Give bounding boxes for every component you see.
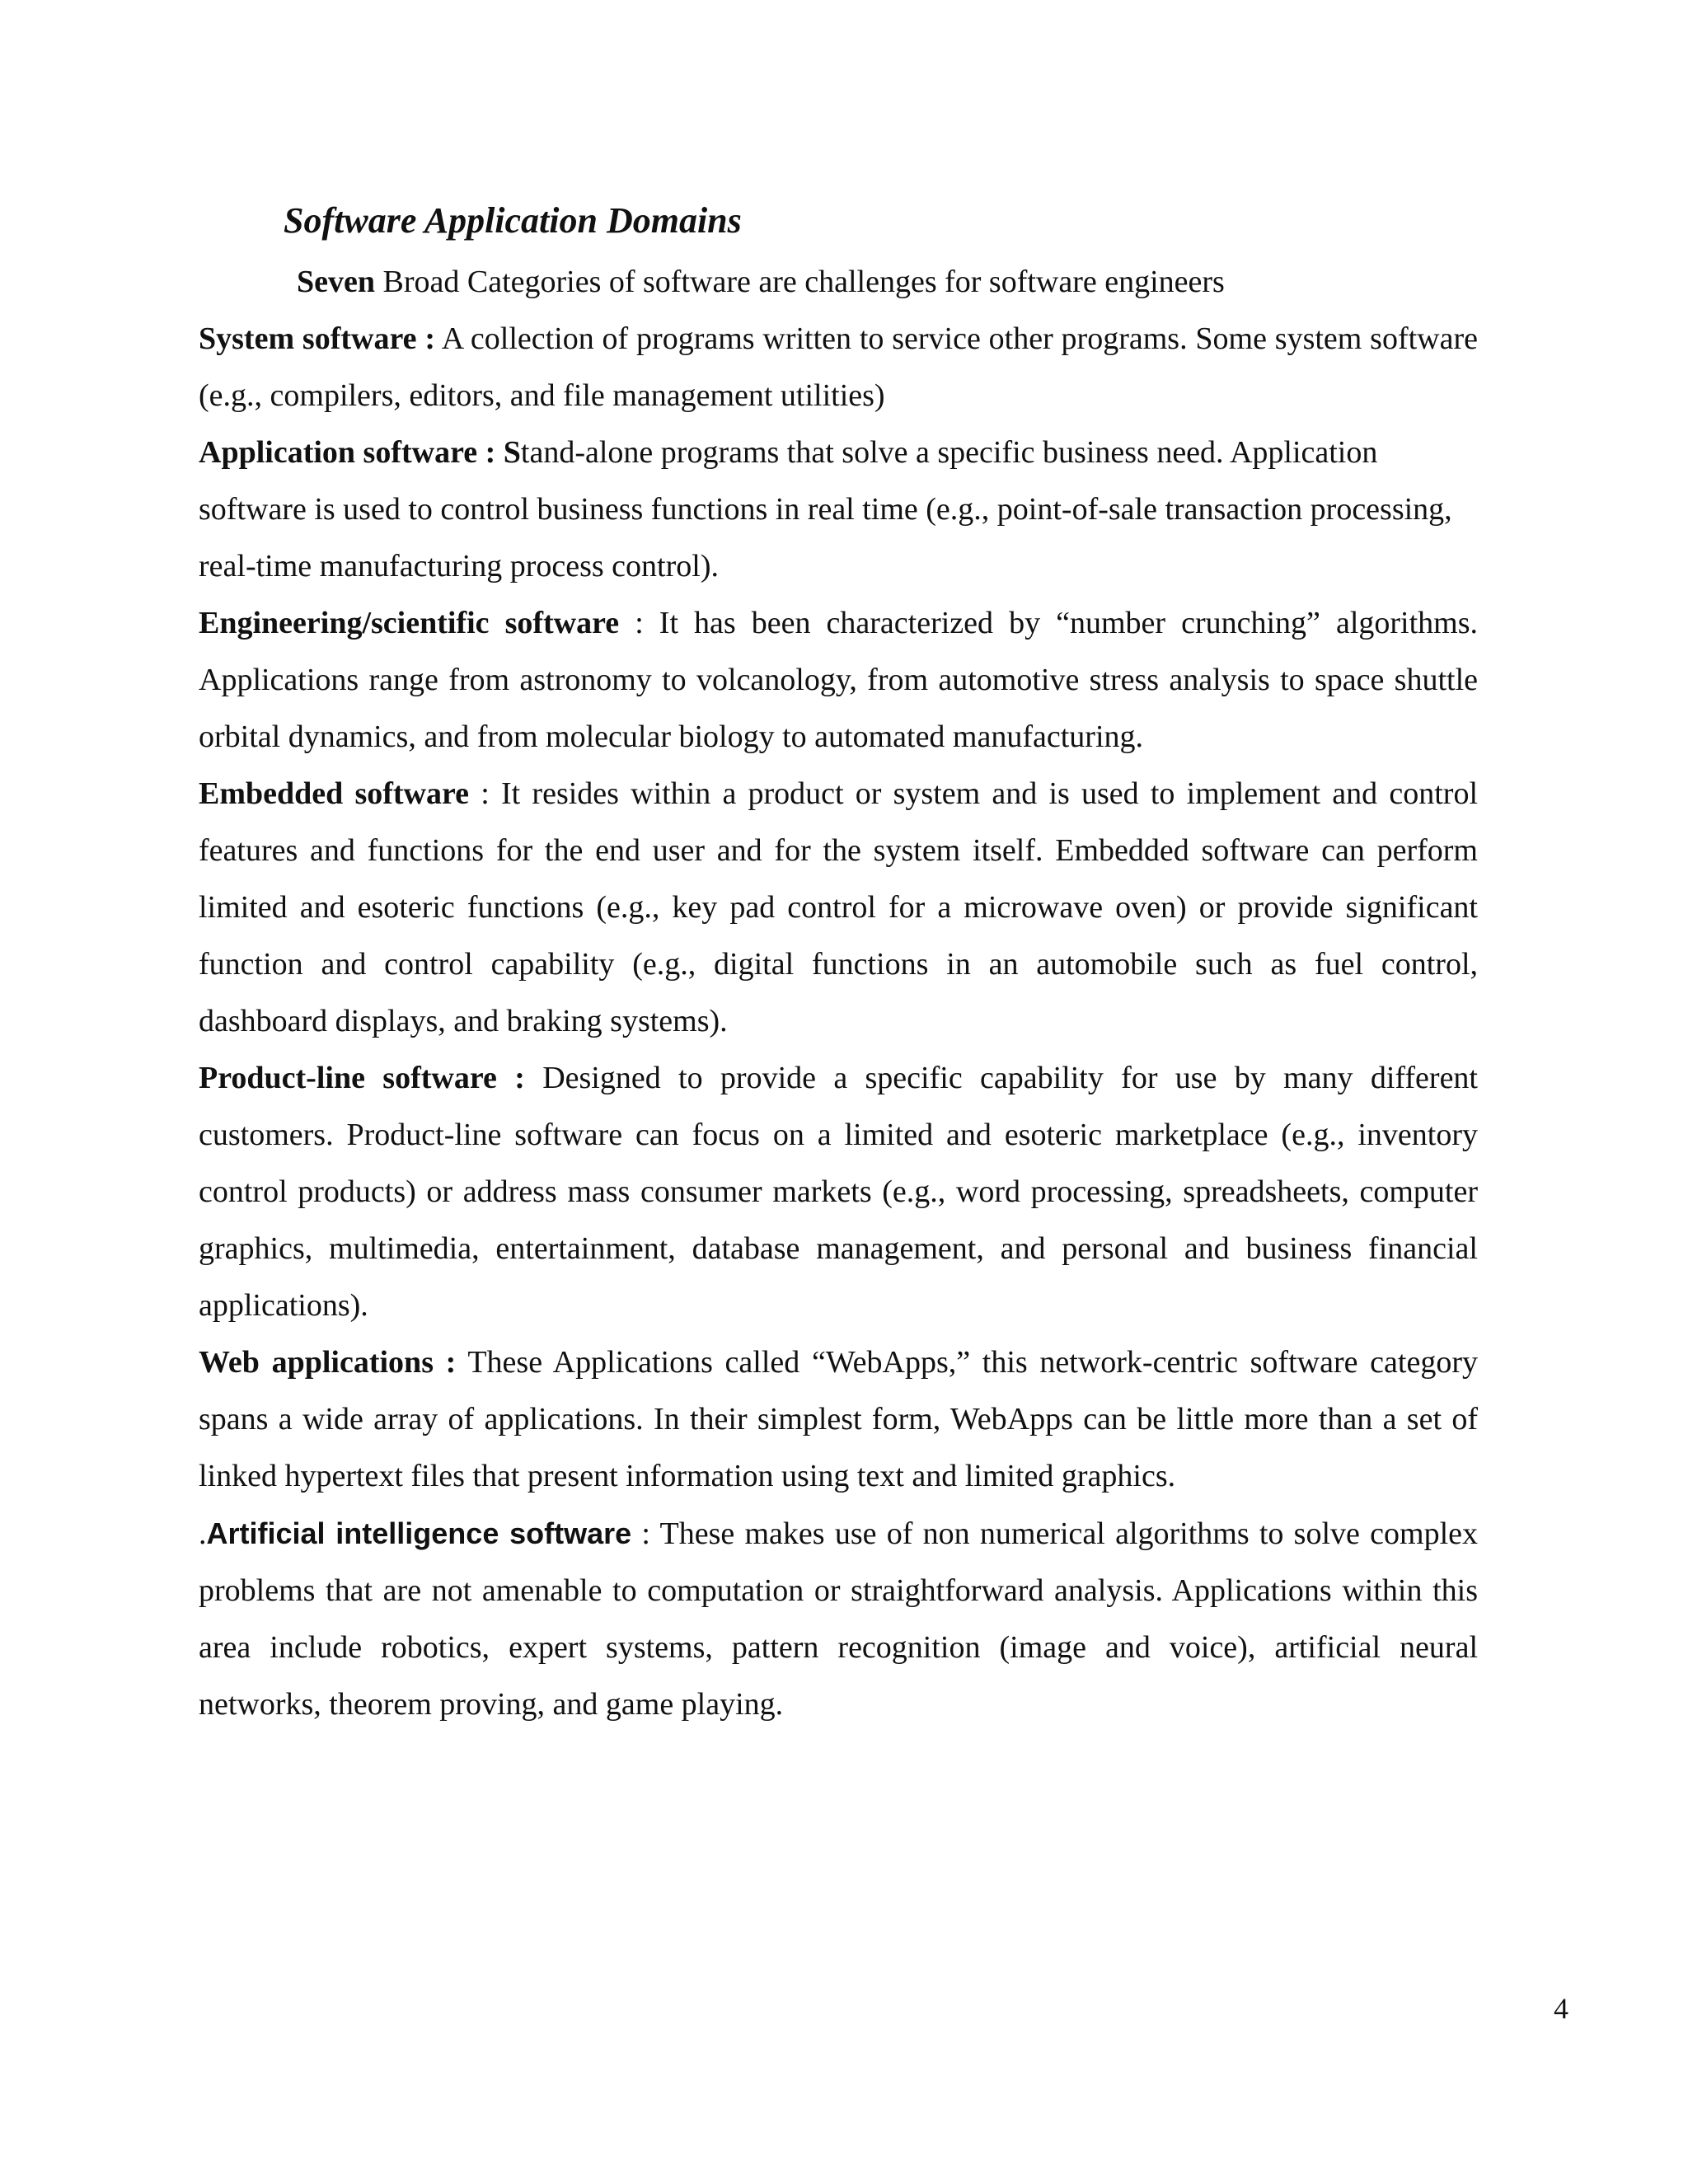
section-product-line-software [199, 1050, 1478, 1334]
section-term: Application software : S [199, 435, 521, 470]
section-term: Embedded software [199, 776, 470, 811]
section-term: Artificial intelligence software [206, 1516, 632, 1550]
intro-text: Broad Categories of software are challenges for software engineers [375, 265, 1225, 299]
section-web-applications [199, 1334, 1478, 1505]
section-text: A collection of programs written to service other programs. Some system software (e.g., compilers, editors, and file management utilities) [199, 321, 1478, 413]
document-body [199, 311, 1478, 1733]
section-application-software [199, 424, 1478, 595]
section-engineering-scientific-software [199, 595, 1478, 766]
intro-line [297, 254, 1225, 311]
section-text: : It has been characterized by “number crunching” algorithms. Applications range from astronomy to volcanology, from automotive stress analysis to space shuttle orbital dynamics, and from molecular biology to automated manufacturing. [199, 606, 1479, 754]
section-system-software [199, 311, 1478, 424]
section-text: : These makes use of non numerical algorithms to solve complex problems that are not amenable to computation or straightforward analysis. Applications within this area include robotics, expert systems, pattern recognition (image and voice), artificial neural networks, theorem proving, and game playing. [199, 1516, 1478, 1722]
section-prefix: . [199, 1516, 207, 1551]
section-text: : It resides within a product or system and is used to implement and control features and functions for the end user and for the system itself. Embedded software can perform limited and esoteric functions (e.g., key pad control for a microwave oven) or provide significant function and control capability (e.g., digital functions in an automobile such as fuel control, dashboard displays, and braking systems). [199, 776, 1478, 1038]
section-term: Product-line software : [199, 1061, 525, 1095]
section-text: Designed to provide a specific capability for use by many different customers. Product-line software can focus on a limited and esoteric marketplace (e.g., inventory control products) or address mass consumer markets (e.g., word processing, spreadsheets, computer graphics, multimedia, entertainment, database management, and personal and business financial applications). [199, 1061, 1478, 1323]
page-number: 4 [1554, 1992, 1568, 2025]
section-term: System software : [199, 321, 435, 356]
section-term: Web applications : [199, 1345, 457, 1380]
section-artificial-intelligence-software [199, 1505, 1478, 1733]
section-embedded-software [199, 766, 1478, 1050]
section-text: tand-alone programs that solve a specific business need. Application software is used to control business functions in real time (e.g., point-of-sale transaction processing, real-time manufacturing process control). [199, 435, 1452, 583]
page-title: Software Application Domains [284, 200, 742, 241]
section-term: Engineering/scientific software [199, 606, 620, 640]
intro-emphasis: Seven [297, 265, 375, 299]
section-text: These Applications called “WebApps,” this network-centric software category spans a wide array of applications. In their simplest form, WebApps can be little more than a set of linked hypertext files that present information using text and limited graphics. [199, 1345, 1478, 1493]
